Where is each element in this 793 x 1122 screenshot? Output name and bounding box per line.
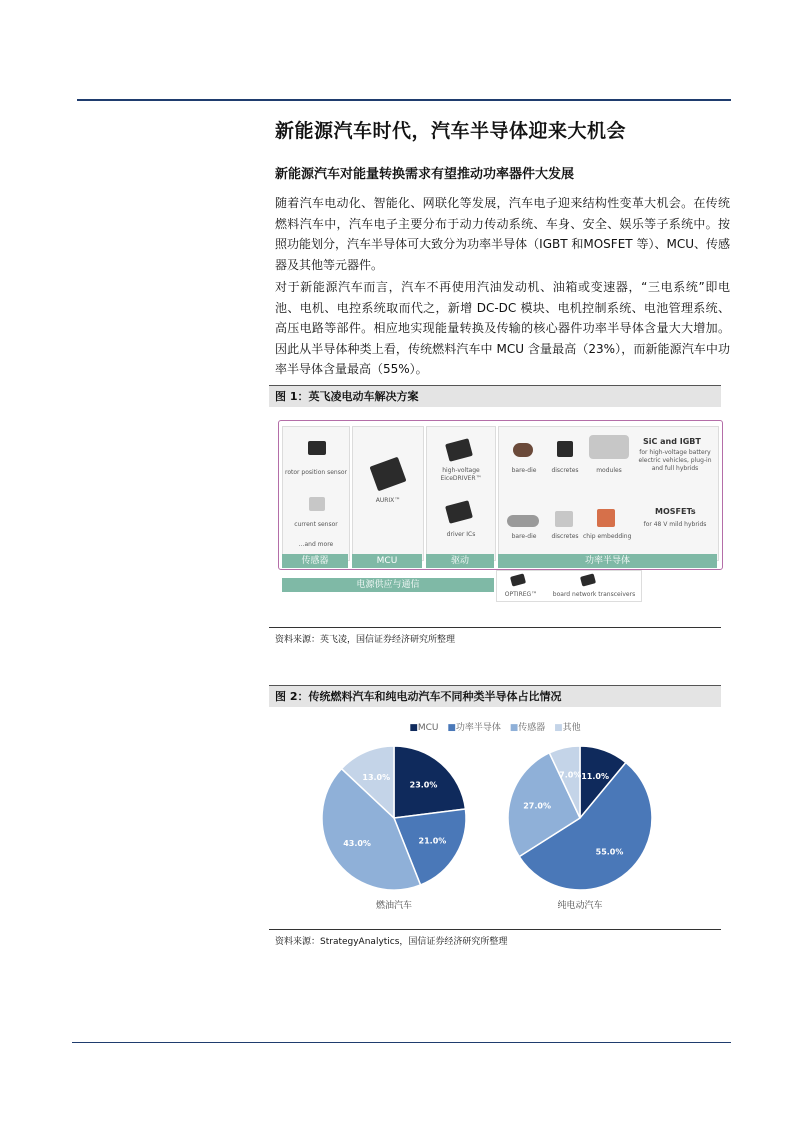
sensor-column (282, 426, 350, 561)
figure2-chart (269, 712, 721, 922)
bare-die-icon (513, 443, 533, 457)
pie0-label-功率半导体: 21.0% (418, 836, 447, 846)
figure1-source: 资料来源：英飞凌，国信证券经济研究所整理 (275, 635, 456, 645)
figure1-source-rule (269, 627, 721, 628)
category-sensor: 传感器 (282, 554, 348, 568)
drive-column (426, 426, 496, 561)
transceiver-chip-icon (580, 573, 596, 586)
current-sensor-label: current sensor (294, 521, 338, 528)
current-sensor-chip-icon (309, 497, 325, 511)
section-subtitle: 新能源汽车对能量转换需求有望推动功率器件大发展 (275, 167, 575, 182)
legend-label-sensor: 传感器 (518, 723, 546, 733)
modules-icon (589, 435, 629, 459)
pie1-label-MCU: 11.0% (581, 771, 610, 781)
paragraph-1: 随着汽车电动化、智能化、网联化等发展，汽车电子迎来结构性变革大机会。在传统燃料汽车中，汽车电子主要分布于动力传动系统、车身、安全、娱乐等子系统中。按照功能划分，汽车半导体可大致分为功率半导体（IGBT 和MOSFET 等）、MCU、传感器及其他等元器件。 (275, 196, 730, 272)
category-power: 功率半导体 (498, 554, 717, 568)
figure2-source: 资料来源：StrategyAnalytics，国信证券经济研究所整理 (275, 937, 508, 947)
pie1-label-功率半导体: 55.0% (595, 847, 624, 857)
legend-label-power: 功率半导体 (455, 723, 501, 733)
header-rule (77, 99, 731, 101)
figure2-source-rule (269, 929, 721, 930)
chip-embedding-icon (597, 509, 615, 527)
eicedriver-label: EiceDRIVER™ (440, 475, 482, 482)
discretes-label-1: discretes (551, 467, 579, 474)
figure1-diagram (278, 420, 722, 602)
rotor-sensor-chip-icon (308, 441, 326, 455)
driver-ics-label: driver ICs (446, 531, 476, 538)
pie-caption-ev: 纯电动汽车 (557, 901, 603, 911)
discretes-label-2: discretes (551, 533, 579, 540)
more-label: ...and more (298, 541, 334, 548)
mosfet-desc: for 48 V mild hybrids (643, 521, 707, 528)
figure2-title: 图 2：传统燃料汽车和纯电动汽车不同种类半导体占比情况 (269, 685, 721, 707)
sic-desc-1: for high-voltage battery (639, 449, 711, 456)
modules-label: modules (596, 467, 622, 474)
category-drive: 驱动 (426, 554, 494, 568)
pie1-label-传感器: 27.0% (523, 801, 552, 811)
legend-item-power: ■功率半导体 (447, 723, 501, 733)
legend-item-sensor: ■传感器 (509, 723, 546, 733)
discretes-icon (557, 441, 573, 457)
transceivers-label: board network transceivers (552, 591, 636, 598)
category-supply: 电源供应与通信 (282, 578, 494, 592)
sic-desc-2: electric vehicles, plug-in (638, 457, 712, 464)
paragraph-2: 对于新能源汽车而言，汽车不再使用汽油发动机、油箱或变速器，“三电系统”即电池、电机、电控系统取而代之，新增 DC-DC 模块、电机控制系统、电池管理系统、高压电路等部件。相应地实现能量转换及传输的核心器件功率半导体含量大大增加。因此从半导体种类上看，传统燃料汽车中 MCU 含量最高（23%），而新能源汽车中功率半导体含量最高（55%）。 (275, 280, 730, 376)
eicedriver-chip-icon (445, 438, 473, 462)
mcu-column (352, 426, 424, 561)
footer-rule (72, 1042, 731, 1043)
chip-embedding-label: chip embedding (583, 533, 632, 540)
power-column (498, 426, 719, 561)
legend-label-mcu: MCU (417, 723, 439, 733)
optireg-box (496, 570, 642, 602)
optireg-chip-icon (510, 573, 526, 586)
mosfet-label: MOSFETs (655, 507, 696, 516)
bare-die-label-1: bare-die (511, 467, 537, 474)
pie-caption-fuel: 燃油汽车 (375, 901, 412, 911)
bare-die-2-icon (507, 515, 539, 527)
driver-ic-chip-icon (445, 500, 473, 524)
aurix-chip-icon (369, 457, 406, 492)
optireg-label: OPTIREG™ (504, 591, 538, 598)
rotor-sensor-label: rotor position sensor (285, 469, 347, 476)
figure1-title: 图 1：英飞凌电动车解决方案 (269, 385, 721, 407)
pie0-label-其他: 13.0% (362, 773, 391, 783)
sic-igbt-label: SiC and IGBT (643, 437, 701, 446)
page-title: 新能源汽车时代，汽车半导体迎来大机会 (275, 120, 627, 142)
pie1-label-其他: 7.0% (559, 770, 582, 780)
aurix-label: AURIX™ (375, 497, 401, 504)
legend-label-other: 其他 (562, 723, 581, 733)
pie0-label-传感器: 43.0% (343, 839, 371, 849)
pie-charts-svg (269, 712, 721, 922)
legend-item-other: ■其他 (554, 723, 581, 733)
sic-desc-3: and full hybrids (651, 465, 699, 472)
hv-label: high-voltage (442, 467, 480, 474)
category-mcu: MCU (352, 554, 422, 568)
discretes-2-icon (555, 511, 573, 527)
pie0-label-MCU: 23.0% (409, 780, 438, 790)
legend-item-mcu: ■MCU (409, 723, 439, 733)
bare-die-label-2: bare-die (511, 533, 537, 540)
